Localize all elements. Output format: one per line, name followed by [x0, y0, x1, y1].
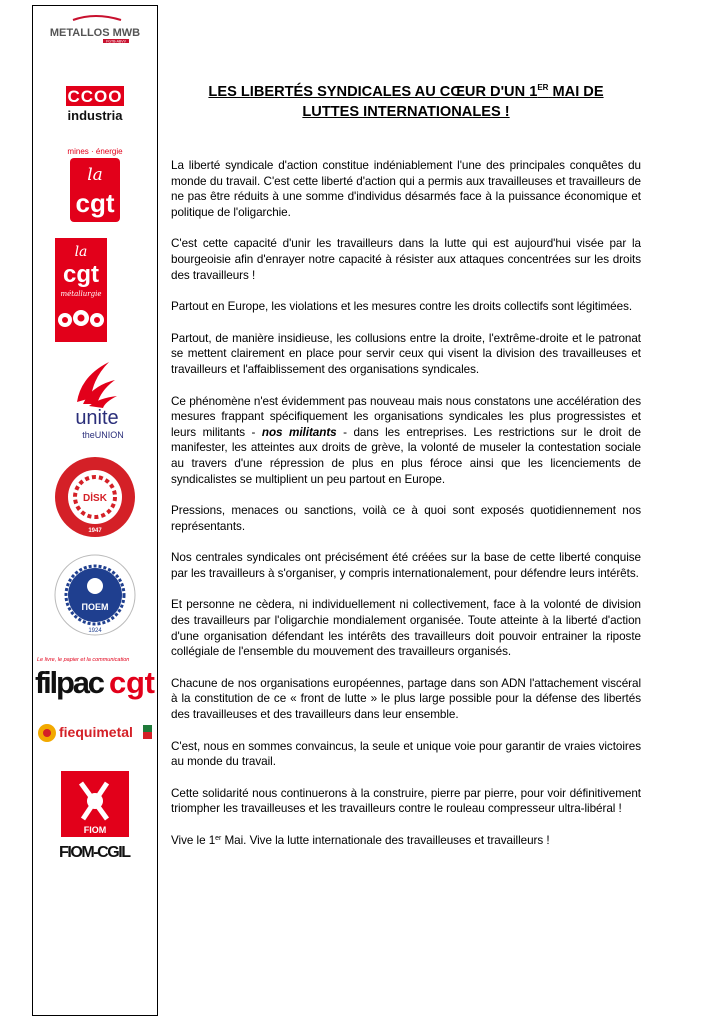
filpac-text: filpac	[35, 665, 105, 700]
cgt-text: cgt	[63, 261, 99, 288]
paragraph: Partout en Europe, les violations et les mesures contre les droits collectifs sont légitimées.	[171, 300, 633, 314]
paragraph: Cette solidarité nous continuerons à la construire, pierre par pierre, pour voir définitivement triompher les travailleuses et les travailleurs contre le rouleau compresseur ultra-libéral !	[171, 786, 641, 816]
fiom-cgil-logo	[33, 771, 157, 863]
disk-year: 1947	[88, 528, 102, 534]
paragraph: Pressions, menaces ou sanctions, voilà ce à quoi sont exposés quotidiennement nos représentants.	[171, 504, 641, 533]
title-part: MAI DE	[548, 84, 604, 100]
ccoo-industria-logo	[33, 84, 157, 124]
paragraph: C'est cette capacité d'unir les travailleurs dans la lutte qui est aujourd'hui visée par la bourgeoisie afin d'enrayer notre capacité à résister aux attaques concentrées sur les droits des travailleurs !	[171, 237, 641, 282]
fiom-text: FIOM	[83, 825, 107, 835]
disk-text: DİSK	[83, 493, 107, 504]
la-text: la	[87, 165, 103, 185]
metallos-mwb-text: METALLOS MWB	[49, 27, 141, 39]
mines-energie-text: mines · énergie	[67, 147, 123, 156]
logo-sidebar	[32, 5, 158, 1016]
metallos-mwb-subtext: FGTB-ABVV	[106, 39, 126, 44]
cgt-text: cgt	[75, 188, 115, 218]
fiom-cgil-text: FIOM-CGIL	[59, 844, 131, 861]
emphasis-nos-militants: nos militants	[261, 425, 337, 439]
paragraph	[171, 394, 641, 488]
title-part: LES LIBERTÉS SYNDICALES AU CŒUR D'UN 1	[208, 84, 538, 100]
closing-text: Vive le 1	[171, 834, 216, 847]
paragraph: Chacune de nos organisations européennes, partage dans son ADN l'attachement viscéral à la constitution de ce « front de lutte » le plus large possible pour la défense des libertés des travailleuses et des travailleurs dans leur ensemble.	[171, 676, 641, 722]
industria-text: industria	[67, 108, 123, 123]
cgt-metallurgie-logo	[33, 238, 157, 344]
closing-line	[171, 833, 641, 849]
ccoo-text: CCOO	[67, 87, 123, 106]
paragraph: Nos centrales syndicales ont précisément été créées sur la base de cette liberté conquise par les travailleurs à s'organiser, y compris internationalement, pour défendre leurs intérêts.	[171, 551, 641, 580]
filpac-cgt-logo	[33, 651, 157, 701]
metallos-mwb-logo	[33, 12, 157, 52]
closing-superscript: er	[215, 835, 222, 842]
poem-year: 1924	[88, 628, 102, 634]
title-line-2: LUTTES INTERNATIONALES !	[302, 104, 510, 120]
unite-the-union-logo	[33, 358, 157, 442]
document-body	[171, 78, 641, 865]
disk-logo	[33, 454, 157, 540]
closing-text: Mai. Vive la lutte internationale des travailleuses et travailleurs !	[221, 834, 550, 847]
paragraph-text: - dans les entreprises. Les restrictions sur le droit de manifester, les atteintes aux droits de grève, la volonté de museler la contestation sociale au travers d'une répression de plus en plus féroce ainsi que les licenciements de syndicalistes se multiplient un peu partout en Europe.	[171, 425, 642, 486]
poem-logo	[33, 552, 157, 638]
paragraph: Et personne ne cèdera, ni individuellement ni collectivement, face à la volonté de division des travailleurs par l'oligarchie mondialement organisée. Toute atteinte à la liberté d'action d'une organisation défendant les intérêts des travailleurs doit pouvoir entrainer la riposte collégiale de l'ensemble du mouvement des travailleurs organisés.	[171, 598, 641, 659]
fiequimetal-logo	[33, 713, 157, 753]
paragraph: C'est, nous en sommes convaincus, la seule et unique voie pour garantir de vraies victoires au monde du travail.	[171, 739, 641, 769]
filpac-cgt-text: cgt	[109, 665, 155, 700]
paragraph: La liberté syndicale d'action constitue indéniablement l'une des principales conquêtes du monde du travail. C'est cette liberté d'action qui a permis aux travailleuses et travailleurs de ne pas être réduits à une somme d'individus désarmés face à la puissance économique et politique de l'oligarchie.	[171, 159, 641, 219]
page-title	[171, 78, 641, 122]
unite-text: unite	[75, 407, 119, 429]
la-text: la	[74, 244, 88, 260]
poem-text: ΠΟΕΜ	[81, 602, 109, 612]
cgt-mines-energie-logo	[33, 144, 157, 226]
paragraph-text: Ce phénomène n'est évidemment pas nouveau mais nous constatons une accélération des mesures frappant spécifiquement les organisations syndicales les plus progressistes et leurs militants -	[171, 394, 641, 439]
filpac-tagline: Le livre, le papier et la communication	[37, 657, 130, 663]
title-superscript: ER	[537, 83, 549, 92]
the-union-text: theUNION	[82, 430, 124, 440]
fiequimetal-text: fiequimetal	[59, 724, 133, 740]
paragraph: Partout, de manière insidieuse, les collusions entre la droite, l'extrême-droite et le patronat se mettent clairement en place pour servir ceux qui visent la division des travailleuses et travailleurs et l'affaiblissement des organisations syndicales.	[171, 331, 641, 376]
metallurgie-text: métallurgie	[60, 290, 102, 298]
